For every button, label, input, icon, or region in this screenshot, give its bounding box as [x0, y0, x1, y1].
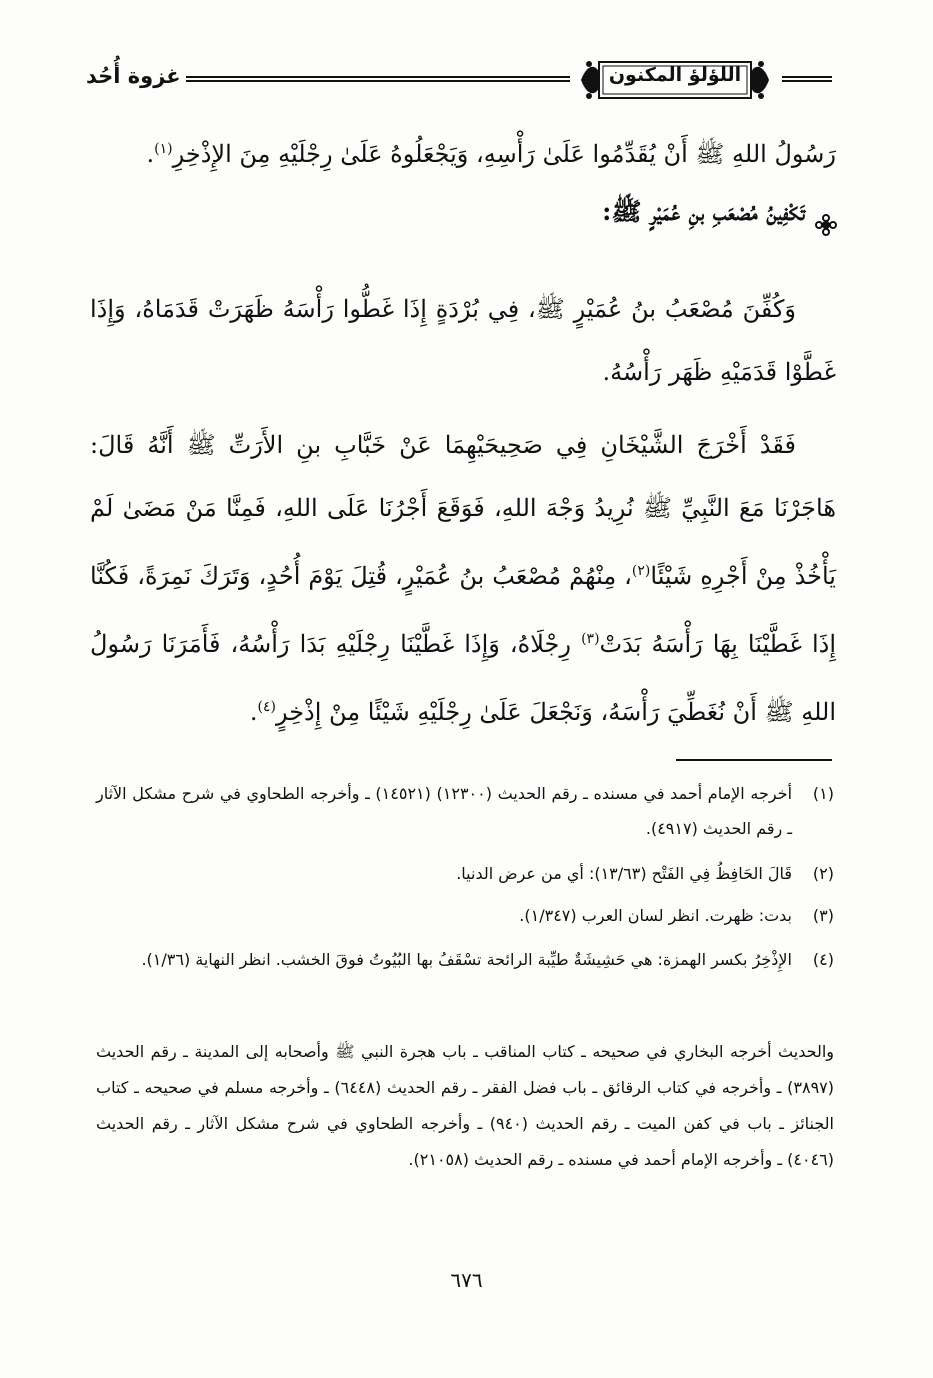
header-rule-right — [782, 76, 832, 82]
footnote-separator — [676, 759, 832, 761]
section-heading: تَكْفِينُ مُصْعَبِ بنِ عُمَيْرٍ ﷺ: — [602, 197, 805, 226]
footnote-text: قَالَ الحَافِظُ فِي الفَتْح (١٣/٦٣): أي من عرض الدنيا. — [456, 864, 792, 883]
flower-bullet-icon — [815, 214, 837, 236]
paragraph-1-text: وَكُفِّنَ مُصْعَبُ بنُ عُمَيْرٍ ﷺ، فِي بُرْدَةٍ إِذَا غَطُّوا رَأْسَهُ ظَهَرَتْ قَدَمَاهُ، وَإِذَا غَطَّوْا قَدَمَيْهِ ظَهَر رَأْسُهُ. — [90, 295, 836, 386]
page-number: ٦٧٦ — [450, 1268, 483, 1292]
paragraph-2-part-a: فَقَدْ أَخْرَجَ الشَّيْخَانِ فِي صَحِيحَيْهِمَا عَنْ خَبَّابِ بنِ الأَرَتِّ ﷺ أَنَّهُ قَالَ: هَاجَرْنَا مَعَ النَّبِيِّ ﷺ نُرِيدُ وَجْهَ اللهِ، فَوَقَعَ أَجْرُنَا عَلَى اللهِ، فَمِنَّا مَنْ مَضَىٰ لَمْ يَأْخُذْ مِنْ أَجْرِهِ شَيْئًا — [90, 431, 836, 590]
paragraph-2 — [90, 414, 836, 744]
footnote-ref-2: (٢) — [631, 563, 651, 579]
footnote-ref-1: (١) — [154, 141, 173, 157]
footnote-3 — [96, 898, 834, 933]
footnote-hadith-sources: والحديث أخرجه البخاري في صحيحه ـ كتاب المناقب ـ باب هجرة النبي ﷺ وأصحابه إلى المدينة ـ رقم الحديث (٣٨٩٧) ـ وأخرجه في كتاب الرقائق ـ باب فضل الفقر ـ رقم الحديث (٦٤٤٨) ـ وأخرجه مسلم في صحيحه ـ كتاب الجنائز ـ باب في كفن الميت ـ رقم الحديث (٩٤٠) ـ وأخرجه الطحاوي في شرح مشكل الآثار ـ رقم الحديث (٤٠٤٦) ـ وأخرجه الإمام أحمد في مسنده ـ رقم الحديث (٢١٠٥٨). — [96, 1042, 835, 1169]
opening-line-end: . — [146, 140, 155, 168]
footnote-number: (٢) — [812, 864, 834, 883]
paragraph-2-part-b: ، مِنْهُمْ مُصْعَبُ بنُ عُمَيْرٍ، قُتِلَ يَوْمَ أُحُدٍ، وَتَرَكَ نَمِرَةً، فَكُنَّا إِذَا غَطَّيْنَا بِهَا رَأْسَهُ بَدَتْ — [90, 562, 837, 658]
footnote-ref-3: (٣) — [581, 631, 600, 647]
chapter-title: غزوة أُحُد — [86, 64, 181, 88]
paragraph-2-text — [90, 414, 836, 744]
book-title: اللؤلؤ المكنون — [608, 64, 742, 86]
paragraph-1 — [90, 278, 836, 404]
opening-line — [90, 118, 836, 186]
footnote-2 — [96, 856, 834, 891]
paragraph-2-end: . — [249, 698, 258, 726]
footnote-number: (٣) — [812, 906, 834, 925]
footnote-number: (١) — [812, 784, 834, 803]
paragraph-2-part-c: رِجْلَاهُ، وَإِذَا غَطَّيْنَا رِجْلَيْهِ بَدَا رَأْسُهُ، فَأَمَرَنَا رَسُولُ اللهِ ﷺ أَنْ نُغَطِّيَ رَأْسَهُ، وَنَجْعَلَ عَلَىٰ رِجْلَيْهِ شَيْئًا مِنْ إِذْخِرٍ — [90, 630, 836, 726]
footnote-4 — [96, 942, 834, 977]
footnote-text: الإِذْخِرُ بكسر الهمزة: هي حَشِيشَةٌ طيِّبة الرائحة تسْقَفُ بها البُيُوتُ فوقَ الخشب. انظر النهاية (١/٣٦). — [141, 950, 792, 969]
footnote-text: بدت: ظهرت. انظر لسان العرب (١/٣٤٧). — [519, 906, 792, 925]
footnote-ref-4: (٤) — [257, 699, 276, 715]
header-rule-left — [186, 76, 570, 82]
footnote-text: أخرجه الإمام أحمد في مسنده ـ رقم الحديث (١٢٣٠٠) (١٤٥٢١) ـ وأخرجه الطحاوي في شرح مشكل الآثار ـ رقم الحديث (٤٩١٧). — [96, 784, 793, 838]
opening-line-text: رَسُولُ اللهِ ﷺ أَنْ يُقَدِّمُوا عَلَىٰ رَأْسِهِ، وَيَجْعَلُوهُ عَلَىٰ رِجْلَيْهِ مِنَ الإِذْخِرِ — [172, 140, 836, 168]
footnote-1 — [96, 776, 834, 846]
footnote-number: (٤) — [812, 950, 834, 969]
